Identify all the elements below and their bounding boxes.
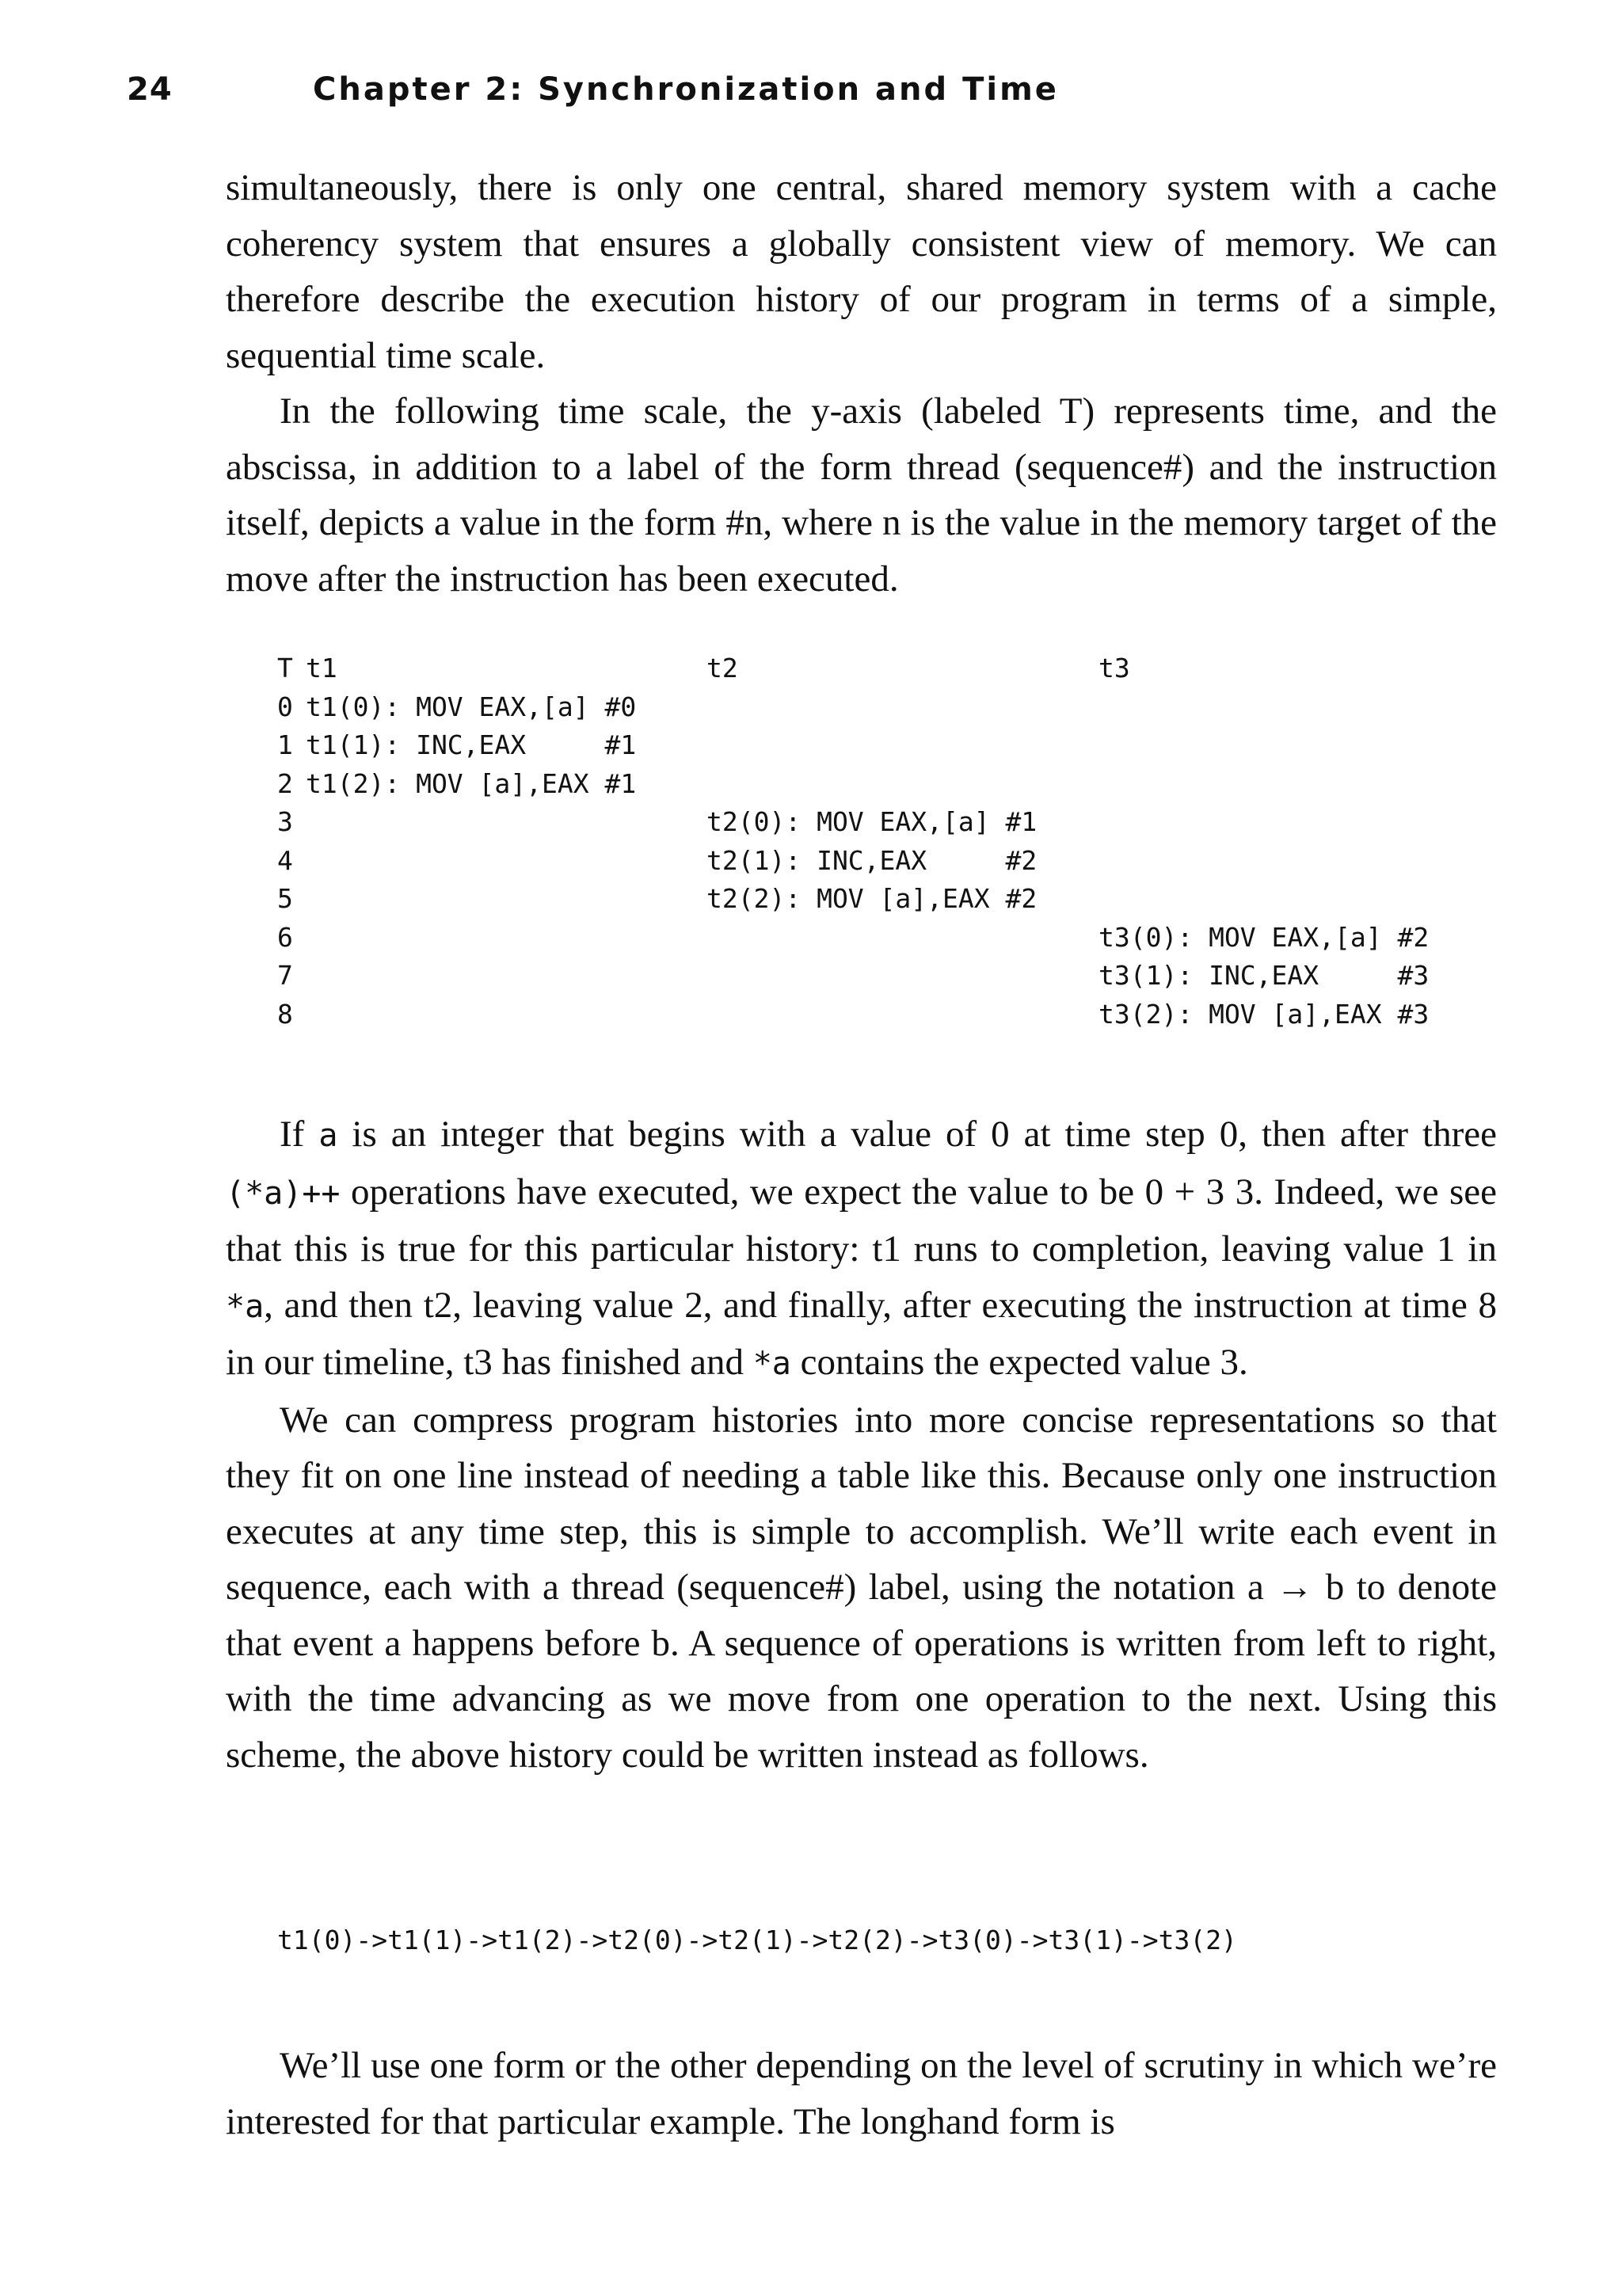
time-scale-row <box>277 726 1481 765</box>
inline-code: *a <box>752 1346 791 1382</box>
paragraph: simultaneously, there is only one central, shared memory system with a cache coherency system that ensures a globally consistent view of memory. We can therefore describe the execution history of our program in terms of a simple, sequential time scale. <box>226 167 1497 376</box>
text-run: is an integer that begins with a value of 0 at time step 0, then after three <box>337 1114 1497 1155</box>
instruction-t1: t1(1): INC,EAX #1 <box>306 729 637 760</box>
text-run: contains the expected value 3. <box>790 1342 1248 1383</box>
instruction-t2: t2(1): INC,EAX #2 <box>706 844 1038 876</box>
paragraph: We can compress program histories into more concise representations so that they fit on one line instead of needing a table like this. Because only one instruction executes at any time step, this is simple to accomplish. We’ll write each event in sequence, each with a thread (sequence#) label, using the notation a → b to denote that event a happens before b. A sequence of operations is written from left to right, with the time advancing as we move from one operation to the next. Using this scheme, the above history could be written instead as follows. <box>226 1399 1497 1776</box>
running-head: Chapter 2: Synchronization and Time <box>313 71 1059 108</box>
time-scale-row <box>277 803 1481 842</box>
instruction-t1: t1(2): MOV [a],EAX #1 <box>306 767 637 799</box>
time-step: 6 <box>277 921 293 953</box>
paragraph <box>226 1106 1497 1392</box>
paragraph: In the following time scale, the y-axis (labeled T) represents time, and the abscissa, in addition to a label of the form thread (sequence#) and the instruction itself, depicts a value in the form #n, where n is the value in the memory target of the move after the instruction has been executed. <box>226 390 1497 600</box>
page-header <box>0 71 1622 119</box>
time-scale-row <box>277 996 1481 1034</box>
body-text-top <box>226 160 1497 607</box>
page-number: 24 <box>127 71 173 108</box>
time-step: 3 <box>277 806 293 837</box>
instruction-t3: t3(0): MOV EAX,[a] #2 <box>1098 921 1430 953</box>
time-step: 8 <box>277 998 293 1030</box>
time-scale-table <box>277 649 1481 1034</box>
instruction-t3: t3(2): MOV [a],EAX #3 <box>1098 998 1430 1030</box>
instruction-t3: t3(1): INC,EAX #3 <box>1098 960 1430 991</box>
history-sequence-code: t1(0)->t1(1)->t1(2)->t2(0)->t2(1)->t2(2)->t3(0)->t3(1)->t3(2) <box>277 1925 1237 1955</box>
time-step: 0 <box>277 691 293 722</box>
time-scale-row <box>277 842 1481 881</box>
time-step: 2 <box>277 767 293 799</box>
instruction-t2: t2(2): MOV [a],EAX #2 <box>706 883 1038 914</box>
text-run: , and then t2, leaving value 2, and finally, after executing the instruction at time 8 in our timeline, t3 has finished and <box>226 1284 1497 1383</box>
time-step: 4 <box>277 844 293 876</box>
time-scale-row <box>277 765 1481 804</box>
thread-label-t2: t2 <box>706 653 738 683</box>
paragraph: We’ll use one form or the other depending on the level of scrutiny in which we’re interested for that particular example. The longhand form is <box>226 2045 1497 2142</box>
time-step: 1 <box>277 729 293 760</box>
time-scale-row <box>277 919 1481 958</box>
thread-label-t3: t3 <box>1098 653 1130 683</box>
inline-code: *a <box>226 1288 265 1325</box>
time-scale-row <box>277 880 1481 919</box>
thread-label-t1: t1 <box>306 653 337 683</box>
inline-code: a <box>318 1118 338 1154</box>
instruction-t1: t1(0): MOV EAX,[a] #0 <box>306 691 637 722</box>
time-step: 7 <box>277 960 293 991</box>
body-text-bottom <box>226 2038 1497 2149</box>
text-run: If <box>280 1114 319 1155</box>
axis-label-t: T <box>277 653 293 683</box>
body-text-middle <box>226 1106 1497 1783</box>
time-scale-header-row <box>277 649 1481 688</box>
inline-code: (*a)++ <box>226 1175 341 1212</box>
time-scale-row <box>277 957 1481 996</box>
time-scale-row <box>277 688 1481 727</box>
instruction-t2: t2(0): MOV EAX,[a] #1 <box>706 806 1038 837</box>
text-run: operations have executed, we expect the value to be 0 + 3 3. Indeed, we see that this is true for this particular history: t1 runs to completion, leaving value 1 in <box>226 1171 1497 1270</box>
time-step: 5 <box>277 883 293 914</box>
